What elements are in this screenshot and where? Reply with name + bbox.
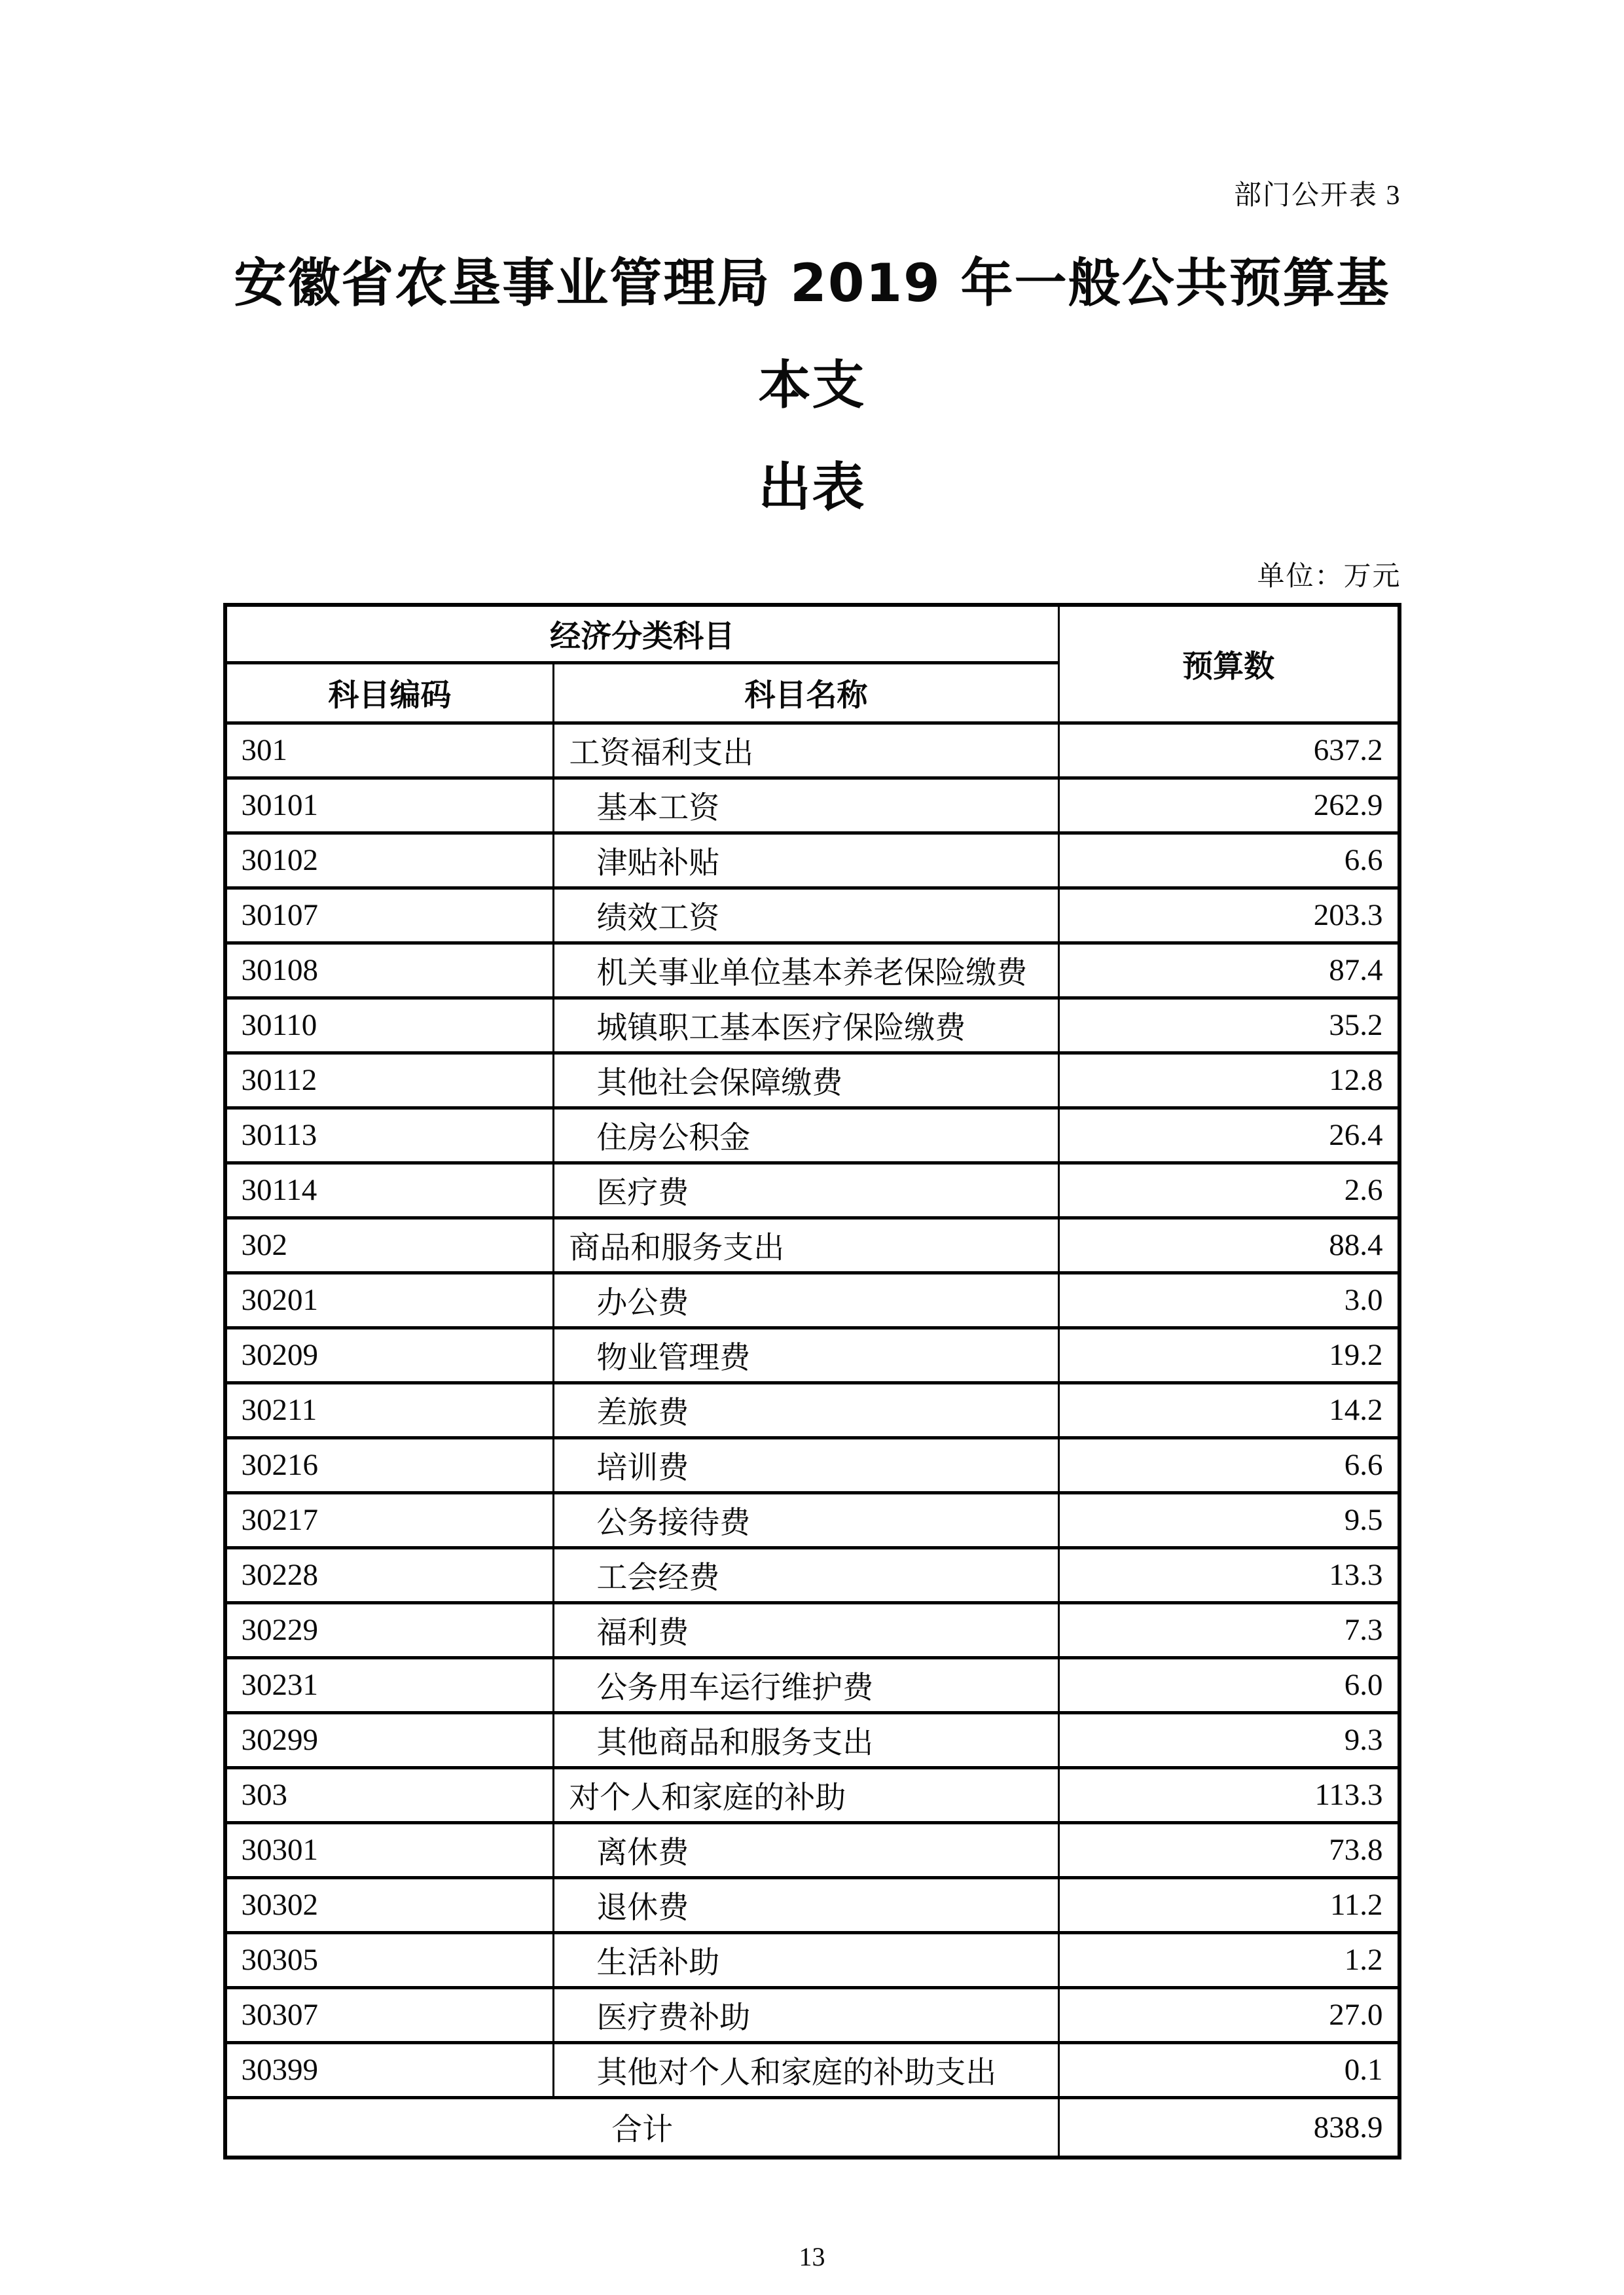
row-subject-name: 退休费: [554, 1877, 1058, 1932]
row-subject-name: 差旅费: [554, 1382, 1058, 1437]
table-row: [225, 1547, 1399, 1602]
row-subject-name: 生活补助: [554, 1932, 1058, 1987]
row-budget-amount: 113.3: [1058, 1767, 1399, 1822]
row-subject-name: 办公费: [554, 1273, 1058, 1328]
table-row: [225, 943, 1399, 998]
row-budget-amount: 19.2: [1058, 1328, 1399, 1382]
row-subject-code: 30211: [225, 1382, 554, 1437]
row-subject-name: 基本工资: [554, 778, 1058, 833]
row-subject-code: 303: [225, 1767, 554, 1822]
row-subject-code: 30101: [225, 778, 554, 833]
header-economic-category: 经济分类科目: [225, 605, 1059, 662]
table-row: [225, 1437, 1399, 1492]
table-row: [225, 998, 1399, 1053]
row-budget-amount: 1.2: [1058, 1932, 1399, 1987]
table-row: [225, 2042, 1399, 2097]
row-budget-amount: 13.3: [1058, 1547, 1399, 1602]
table-row: [225, 1767, 1399, 1822]
row-subject-name: 绩效工资: [554, 888, 1058, 943]
row-subject-code: 30228: [225, 1547, 554, 1602]
table-row: [225, 1987, 1399, 2042]
row-subject-name: 其他社会保障缴费: [554, 1053, 1058, 1108]
row-budget-amount: 6.6: [1058, 833, 1399, 888]
row-budget-amount: 7.3: [1058, 1602, 1399, 1657]
row-subject-name: 培训费: [554, 1437, 1058, 1492]
row-subject-code: 30107: [225, 888, 554, 943]
row-subject-name: 住房公积金: [554, 1108, 1058, 1163]
total-amount: 838.9: [1058, 2097, 1399, 2158]
unit-label: 单位：万元: [1257, 562, 1401, 592]
row-budget-amount: 26.4: [1058, 1108, 1399, 1163]
row-subject-name: 工资福利支出: [554, 723, 1058, 778]
row-budget-amount: 637.2: [1058, 723, 1399, 778]
row-subject-code: 30108: [225, 943, 554, 998]
row-subject-name: 商品和服务支出: [554, 1218, 1058, 1273]
row-subject-name: 机关事业单位基本养老保险缴费: [554, 943, 1058, 998]
table-row: [225, 833, 1399, 888]
row-subject-code: 30216: [225, 1437, 554, 1492]
row-budget-amount: 9.5: [1058, 1492, 1399, 1547]
row-budget-amount: 6.0: [1058, 1657, 1399, 1712]
row-subject-name: 公务用车运行维护费: [554, 1657, 1058, 1712]
row-budget-amount: 12.8: [1058, 1053, 1399, 1108]
row-subject-code: 30209: [225, 1328, 554, 1382]
table-row: [225, 1492, 1399, 1547]
row-subject-name: 离休费: [554, 1822, 1058, 1877]
row-budget-amount: 6.6: [1058, 1437, 1399, 1492]
row-budget-amount: 27.0: [1058, 1987, 1399, 2042]
row-budget-amount: 203.3: [1058, 888, 1399, 943]
table-row: [225, 888, 1399, 943]
row-subject-code: 30201: [225, 1273, 554, 1328]
table-row: [225, 1108, 1399, 1163]
row-subject-name: 医疗费: [554, 1163, 1058, 1218]
table-row: [225, 1877, 1399, 1932]
row-budget-amount: 262.9: [1058, 778, 1399, 833]
page-title: [223, 232, 1401, 539]
table-row: [225, 1053, 1399, 1108]
page-number: 13: [799, 2242, 825, 2271]
budget-table: [223, 603, 1401, 2159]
row-budget-amount: 87.4: [1058, 943, 1399, 998]
row-subject-code: 30299: [225, 1712, 554, 1767]
row-subject-code: 302: [225, 1218, 554, 1273]
table-row: [225, 1382, 1399, 1437]
header-subject-name: 科目名称: [554, 662, 1058, 723]
row-budget-amount: 14.2: [1058, 1382, 1399, 1437]
table-row: [225, 1932, 1399, 1987]
row-subject-code: 30113: [225, 1108, 554, 1163]
document-content: [223, 0, 1401, 2272]
row-budget-amount: 35.2: [1058, 998, 1399, 1053]
row-subject-name: 物业管理费: [554, 1328, 1058, 1382]
row-budget-amount: 3.0: [1058, 1273, 1399, 1328]
row-subject-code: 30231: [225, 1657, 554, 1712]
header-subject-code: 科目编码: [225, 662, 554, 723]
total-row: [225, 2097, 1399, 2158]
table-row: [225, 1163, 1399, 1218]
row-subject-code: 30305: [225, 1932, 554, 1987]
row-subject-code: 30307: [225, 1987, 554, 2042]
budget-table-body: [225, 723, 1399, 2097]
row-budget-amount: 11.2: [1058, 1877, 1399, 1932]
row-subject-code: 30301: [225, 1822, 554, 1877]
row-subject-name: 其他对个人和家庭的补助支出: [554, 2042, 1058, 2097]
row-subject-name: 津贴补贴: [554, 833, 1058, 888]
row-subject-name: 医疗费补助: [554, 1987, 1058, 2042]
header-budget-amount: 预算数: [1058, 605, 1399, 723]
row-budget-amount: 0.1: [1058, 2042, 1399, 2097]
page-title-line1: 安徽省农垦事业管理局 2019 年一般公共预算基本支: [234, 253, 1390, 416]
table-row: [225, 1328, 1399, 1382]
doc-classification-label: 部门公开表 3: [1233, 181, 1401, 211]
table-row: [225, 778, 1399, 833]
row-subject-code: 30114: [225, 1163, 554, 1218]
row-budget-amount: 9.3: [1058, 1712, 1399, 1767]
row-subject-code: 30217: [225, 1492, 554, 1547]
row-subject-code: 30110: [225, 998, 554, 1053]
row-subject-code: 30302: [225, 1877, 554, 1932]
row-subject-code: 30112: [225, 1053, 554, 1108]
row-subject-name: 工会经费: [554, 1547, 1058, 1602]
row-subject-name: 福利费: [554, 1602, 1058, 1657]
row-budget-amount: 2.6: [1058, 1163, 1399, 1218]
total-label: 合计: [225, 2097, 1059, 2158]
row-subject-name: 其他商品和服务支出: [554, 1712, 1058, 1767]
table-row: [225, 1712, 1399, 1767]
row-subject-code: 30399: [225, 2042, 554, 2097]
row-subject-name: 公务接待费: [554, 1492, 1058, 1547]
row-budget-amount: 88.4: [1058, 1218, 1399, 1273]
row-subject-name: 对个人和家庭的补助: [554, 1767, 1058, 1822]
table-row: [225, 1657, 1399, 1712]
row-subject-code: 30102: [225, 833, 554, 888]
table-row: [225, 1602, 1399, 1657]
page-title-line2: 出表: [758, 457, 866, 518]
row-subject-name: 城镇职工基本医疗保险缴费: [554, 998, 1058, 1053]
table-row: [225, 1273, 1399, 1328]
row-budget-amount: 73.8: [1058, 1822, 1399, 1877]
table-row: [225, 1822, 1399, 1877]
table-row: [225, 1218, 1399, 1273]
row-subject-code: 30229: [225, 1602, 554, 1657]
table-row: [225, 723, 1399, 778]
row-subject-code: 301: [225, 723, 554, 778]
